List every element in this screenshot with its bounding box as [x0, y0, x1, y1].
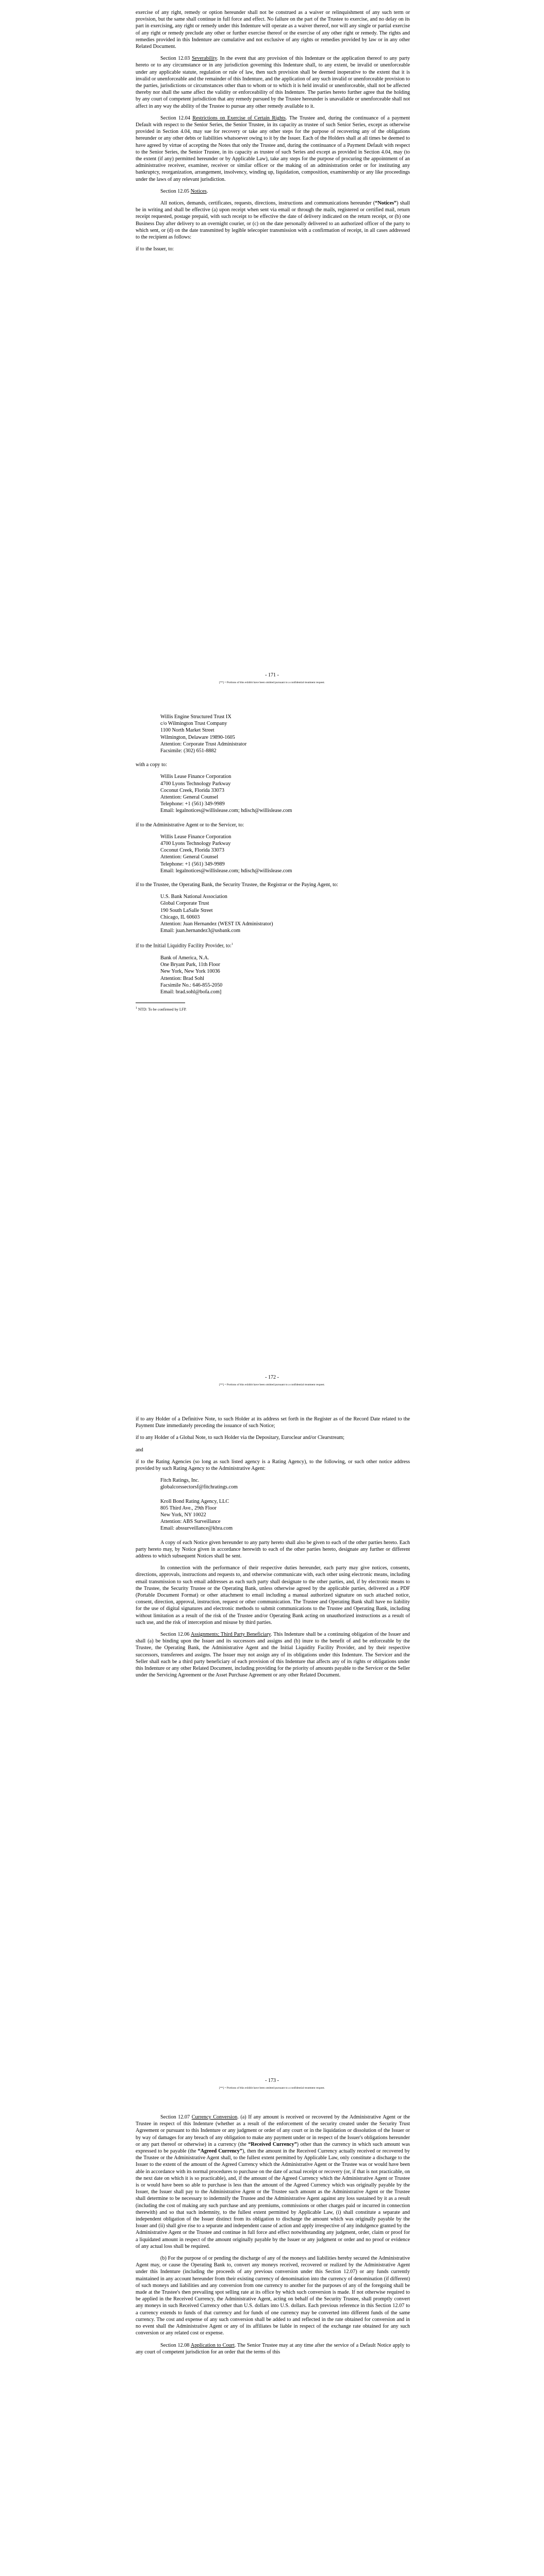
- section-12-04: [136, 115, 410, 183]
- address-line: Attention: Brad Sohl: [160, 975, 204, 981]
- address-line: Willis Lease Finance Corporation: [160, 834, 232, 840]
- confidential-note: [**] = Portions of this exhibit have been omitted pursuant to a confidential treatment request.: [219, 681, 325, 684]
- address-line: Coconut Creek, Florida 33073: [160, 787, 224, 793]
- paragraph-if-to-issuer: if to the Issuer, to:: [136, 246, 174, 252]
- address-line: Global Corporate Trust: [160, 901, 209, 907]
- address-line: Attention: General Counsel: [160, 794, 219, 801]
- paragraph-if-to-trustee: if to the Trustee, the Operating Bank, the Security Trustee, the Registrar or the Paying Agent, to:: [136, 882, 338, 888]
- section-body: . This Indenture shall be a continuing obligation of the Issuer and shall (a) be binding upon the Issuer and its successors and assigns and (b) inure to the benefit of and be enforceable by the Trustee, the Operating Bank, the Administrative Agent and the Initial Liquidity Facility Provider, and by their respective successors, transferees and assigns. The Issuer may not assign any of its obligations under this Indenture. The Servicer and the Seller shall each be a third party beneficiary of each provision of this Indenture that affects any of its rights or obligations under this Indenture or any other Related Document, including providing for the priority of amounts payable to the Servicer or the Seller under the Servicing Agreement or the Asset Purchase Agreement or any other Related Document.: [136, 1632, 410, 1679]
- address-line: 4700 Lyons Technology Parkway: [160, 841, 231, 847]
- notices-text-2: ) shall be in writing and shall be effective (a) upon receipt when sent via email or through the mails, registered or certified mail, return receipt requested, postage prepaid, with such receipt to be effective the date of delivery indicated on the return receipt, or (b) one Business Day after delivery to an overnight courier, or (c) on the date personally delivered to an authorized officer of the party to which sent, or (d) on the date transmitted by legible telecopier transmission with a confirmation of receipt, in all cases addressed to the recipient as follows:: [136, 200, 410, 241]
- confidential-note: [**] = Portions of this exhibit have been omitted pursuant to a confidential treatment request.: [219, 2087, 325, 2090]
- address-line: New York, NY 10022: [160, 1512, 206, 1518]
- paragraph-global-note: if to any Holder of a Global Note, to such Holder via the Depositary, Euroclear and/or Clearstream;: [136, 1435, 345, 1441]
- address-line: One Bryant Park, 11th Floor: [160, 962, 220, 968]
- address-line: Bank of America, N.A.: [160, 955, 209, 961]
- address-line: Telephone: +1 (561) 349-9989: [160, 801, 225, 807]
- fitch-address-block: [160, 1477, 410, 1490]
- section-12-08: [136, 2342, 410, 2355]
- address-line: Chicago, IL 60603: [160, 914, 200, 920]
- footnote: [136, 1005, 410, 1013]
- section-number: Section 12.03: [160, 56, 190, 62]
- defined-term-notices: “Notices”: [375, 200, 397, 207]
- address-line: Email: legalnotices@willislease.com; hdisch@willislease.com: [160, 808, 292, 814]
- footnote-ref: 1: [231, 943, 233, 946]
- section-12-03: [136, 55, 410, 110]
- address-line: Attention: General Counsel: [160, 854, 219, 860]
- address-line: Email: brad.sohl@bofa.com]: [160, 989, 222, 995]
- page-172-body: [136, 714, 410, 1013]
- address-line: c/o Wilmington Trust Company: [160, 721, 227, 727]
- page-number: - 171 -: [265, 672, 279, 678]
- section-number: Section 12.07: [160, 2114, 190, 2120]
- confidential-note: [**] = Portions of this exhibit have been omitted pursuant to a confidential treatment request.: [219, 1383, 325, 1386]
- section-body: . In the event that any provision of this Indenture or the application thereof to any party hereto or to any circumstance or in any jurisdiction governing this Indenture shall, to any extent, be invalid or unenforceable under any applicable statute, regulation or rule of law, then such provision shall be deemed inoperative to the extent that it is invalid or unenforceable and the remainder of this Indenture, and the application of any such invalid or unenforceable provision to the parties, jurisdictions or circumstances other than to whom or to which it is held invalid or unenforceable, shall not be affected thereby nor shall the same affect the validity or enforceability of this Indenture. The parties hereto further agree that the holding by any court of competent jurisdiction that any remedy pursued by the Trustee hereunder is unavailable or unenforceable shall not affect in any way the ability of the Trustee to pursue any other remedy available to it.: [136, 56, 410, 109]
- paragraph-rating-agencies: if to the Rating Agencies (so long as such listed agency is a Rating Agency), to the following, or such other notice address provided by such Rating Agency to the Administrative Agent:: [136, 1459, 410, 1472]
- section-title: Notices: [190, 188, 207, 194]
- section-12-05: Section 12.05 Notices.: [160, 188, 208, 194]
- address-line: Email: legalnotices@willislease.com; hdisch@willislease.com: [160, 868, 292, 874]
- address-line: 190 South LaSalle Street: [160, 907, 213, 913]
- address-line: 805 Third Ave., 29th Floor: [160, 1505, 217, 1511]
- address-line: Wilmington, Delaware 19890-1605: [160, 734, 235, 740]
- paragraph-and: and: [136, 1447, 143, 1453]
- liquidity-label: if to the Initial Liquidity Facility Provider, to:: [136, 943, 232, 949]
- address-line: Kroll Bond Rating Agency, LLC: [160, 1498, 229, 1504]
- address-line: Attention: Corporate Trust Administrator: [160, 741, 247, 747]
- section-body-part: ), then the amount in the Received Currency actually received or recovered by the Trustee or the Administrative Agent shall, to the fullest extent permitted by Applicable Law, only constitute a discharge to the Issuer to the extent of the amount of the Agreed Currency which the Administrative Agent or the Trustee was or would have been able in accordance with its normal procedures to purchase on the date of actual receipt or recovery (or, if that is not practicable, on the next date on which it is so practicable), and, if the amount of the Agreed Currency which the Administrative Agent or Trustee is or would have been so able to purchase is less than the amount of the Agreed Currency which was originally payable by the Issuer, the Issuer shall pay to the Administrative Agent or the Trustee such amount as the Administrative Agent or the Trustee shall determine to be necessary to indemnify the Trustee and the Administrative Agent against any loss sustained by it as a result (including the cost of making any such purchase and any premiums, commissions or other charges paid or incurred in connection therewith) and so that such indemnity, to the fullest extent permitted by Applicable Law, (i) shall constitute a separate and independent obligation of the Issuer distinct from its obligation to discharge the amount which was originally payable by the Issuer and (ii) shall give rise to a separate and independent cause of action and apply irrespective of any indulgence granted by the Administrative Agent or the Trustee and continue in full force and effect notwithstanding any judgment, order, claim or proof for a liquidated amount in respect of the amount originally payable by the Issuer or any judgment or order and no proof or evidence of any actual loss shall be required.: [136, 2148, 410, 2249]
- section-body-part: . (a) If any amount is received or recovered by the Administrative Agent or the Trustee in respect of this Indenture (whether as a result of the enforcement of the security created under the Security Trust Agreement or pursuant to this Indenture or any judgment or order of any court or in the liquidation or dissolution of the Issuer or by way of damages for any breach of any obligation to make any payment under or in respect of the Issuer's obligations hereunder or any part thereof or otherwise) in a currency (the: [136, 2114, 410, 2147]
- section-title: Assignments; Third Party Beneficiary: [190, 1632, 271, 1638]
- willis-address-block: [160, 773, 410, 814]
- address-line: globalcorssectorsf@fitchratings.com: [160, 1484, 238, 1490]
- page-173: [0, 1406, 544, 2110]
- address-line: U.S. Bank National Association: [160, 894, 227, 900]
- page-174: [0, 2110, 544, 2576]
- address-line: New York, New York 10036: [160, 969, 220, 975]
- section-body: . The Senior Trustee may at any time after the service of a Default Notice apply to any court of competent jurisdiction for an order that the terms of this: [136, 2342, 410, 2355]
- defined-term-agreed-currency: “Agreed Currency”: [197, 2148, 242, 2155]
- page-173-body: [136, 1416, 410, 1684]
- section-body: . The Trustee and, during the continuance of a payment Default with respect to the Senior Series, the Senior Trustee, in its capacity as trustee of such Senior Series, except as otherwise provided in Section 4.04, may sue for recovery or take any other steps for the purpose of recovering any of the obligations hereunder or any other debts or liabilities whatsoever owing to it by the Issuer. Each of the Holders shall at all times be deemed to have agreed by virtue of accepting the Notes that only the Trustee and, during the continuance of a Payment Default with respect to the Senior Series, the Senior Trustee, in its capacity as trustee of such Series and except as provided in Section 4.04, may (to the extent (if any) permitted hereunder or by Applicable Law), take any steps for the purpose of procuring the appointment of an administrative receiver, examiner, receiver or similar officer or the making of an administration order or for instituting any bankruptcy, reorganization, arrangement, insolvency, winding up, liquidation, composition, examinership or any like proceedings under the laws of any relevant jurisdiction.: [136, 115, 410, 182]
- address-line: Coconut Creek, Florida 33073: [160, 848, 224, 854]
- issuer-address-block: [160, 714, 410, 754]
- section-12-07-b: (b) For the purpose of or pending the discharge of any of the moneys and liabilities hereby secured the Administrative Agent may, or cause the Operating Bank to, convert any moneys received, recovered or realized by the Administrative Agent under this Indenture (including the proceeds of any previous conversion under this Section 12.07) or any funds currently maintained in any account hereunder from their existing currency of denomination into the currency of denomination (if different) of such moneys and liabilities and any conversion from one currency to another for the purposes of any of the foregoing shall be made at the Trustee's then prevailing spot selling rate at its office by which such conversion is made. If not otherwise required to be applied in the Received Currency, the Administrative Agent, acting on behalf of the Security Trustee, shall promptly convert any moneys in such Received Currency other than U.S. dollars into U.S. dollars. Each previous reference in this Section 12.07 to a currency extends to funds of that currency and for funds of one currency may be converted into different funds of the same currency. The cost and expense of any such conversion shall be added to and reflected in the rate obtained for conversion and in no event shall the Administrative Agent or any of its affiliates be liable in respect of the exchange rate obtained for any such conversion or any related cost or expense.: [136, 2256, 410, 2336]
- boa-address-block: [160, 955, 410, 995]
- address-line: Email: juan.hernandez3@usbank.com: [160, 928, 241, 934]
- footnote-text: NTD: To be confirmed by LFP.: [138, 1007, 187, 1012]
- paragraph-copy-to: with a copy to:: [136, 762, 167, 768]
- section-title: Severability: [191, 56, 217, 62]
- section-body-part: ) other than the currency in which such amount was expressed to be payable (the: [136, 2141, 410, 2155]
- willis-address-block-servicer: [160, 834, 410, 874]
- notices-text-1: All notices, demands, certificates, requests, directions, instructions and communications hereunder (: [160, 200, 375, 207]
- address-line: Willis Lease Finance Corporation: [160, 774, 232, 780]
- address-line: Facsimile: (302) 651-8882: [160, 748, 217, 754]
- paragraph-if-to-liquidity: [136, 941, 410, 950]
- section-12-06: [136, 1631, 410, 1679]
- section-title: Restrictions on Exercise of Certain Rights: [192, 115, 286, 121]
- section-number: Section 12.06: [160, 1632, 190, 1638]
- section-number: Section 12.04: [160, 115, 190, 121]
- address-line: Willis Engine Structured Trust IX: [160, 714, 232, 720]
- section-12-07: [136, 2114, 410, 2250]
- page-172: [0, 703, 544, 1406]
- page-171-body: [136, 9, 410, 258]
- address-line: Fitch Ratings, Inc.: [160, 1478, 200, 1484]
- address-line: 4700 Lyons Technology Parkway: [160, 781, 231, 787]
- page-171: [0, 0, 544, 703]
- paragraph-electronic-means: In connection with the performance of their respective duties hereunder, each party may give notices, consents, directions, approvals, instructions and requests to, and otherwise communicate with, each other using electronic means, including email transmission to such email addresses as each such party shall designate to the other parties, and, if by electronic means to the Trustee, the Security Trustee or the Operating Bank, unless otherwise agreed by the applicable parties, delivered as a PDF (Portable Document Format) or other attachment to email including a manual authorized signature on such attached notice, consent, direction, approval, instruction, request or other communication. The Trustee and Operating Bank shall have no liability for the use of digital signatures and electronic methods to submit communications to the Trustee and Operating Bank, including without limitation as a result of the risk of the Trustee and/or Operating Bank acting on unauthorized instructions as a result of such use, and the risk of interception and misuse by third parties.: [136, 1565, 410, 1625]
- address-line: Attention: ABS Surveillance: [160, 1519, 221, 1525]
- paragraph-notices: [136, 200, 410, 241]
- address-line: Facsimile No.: 646-855-2050: [160, 982, 223, 988]
- paragraph-definitive-note: if to any Holder of a Definitive Note, to such Holder at its address set forth in the Register as of the Record Date related to the Payment Date immediately preceding the issuance of such Notice;: [136, 1416, 410, 1429]
- paragraph-if-to-admin: if to the Administrative Agent or to the Servicer, to:: [136, 822, 244, 828]
- address-line: Attention: Juan Hernandez (WEST IX Administrator): [160, 921, 273, 927]
- section-number: Section 12.08: [160, 2342, 190, 2348]
- address-line: 1100 North Market Street: [160, 727, 215, 734]
- paragraph-waiver: exercise of any right, remedy or option hereunder shall not be construed as a waiver or relinquishment of any such term or provision, but the same shall continue in full force and effect. No failure on the part of the Trustee to exercise, and no delay on its part in exercising, any right or remedy under this Indenture will operate as a waiver thereof, nor will any single or partial exercise of any right or remedy preclude any other or further exercise thereof or the exercise of any other right or remedy. The rights and remedies provided in this Indenture are cumulative and not exclusive of any rights or remedies provided by law or in any other Related Document.: [136, 10, 410, 50]
- section-number: Section 12.05: [160, 188, 190, 194]
- page-174-body: [136, 2114, 410, 2361]
- address-line: Email: abssurveillance@kbra.com: [160, 1526, 233, 1532]
- section-title: Application to Court: [190, 2342, 235, 2348]
- page-number: - 172 -: [265, 1375, 279, 1380]
- section-title: Currency Conversion: [191, 2114, 238, 2120]
- paragraph-copy-of-notice: A copy of each Notice given hereunder to any party hereto shall also be given to each of the other parties hereto. Each party hereto may, by Notice given in accordance herewith to each of the other parties hereto, designate any further or different address to which subsequent Notices shall be sent.: [136, 1539, 410, 1560]
- defined-term-received-currency: “Received Currency”: [248, 2141, 297, 2147]
- kroll-address-block: [160, 1498, 410, 1532]
- page-number: - 173 -: [265, 2078, 279, 2083]
- usbank-address-block: [160, 893, 410, 934]
- address-line: Telephone: +1 (561) 349-9989: [160, 861, 225, 867]
- footnote-marker: 1: [136, 1007, 137, 1010]
